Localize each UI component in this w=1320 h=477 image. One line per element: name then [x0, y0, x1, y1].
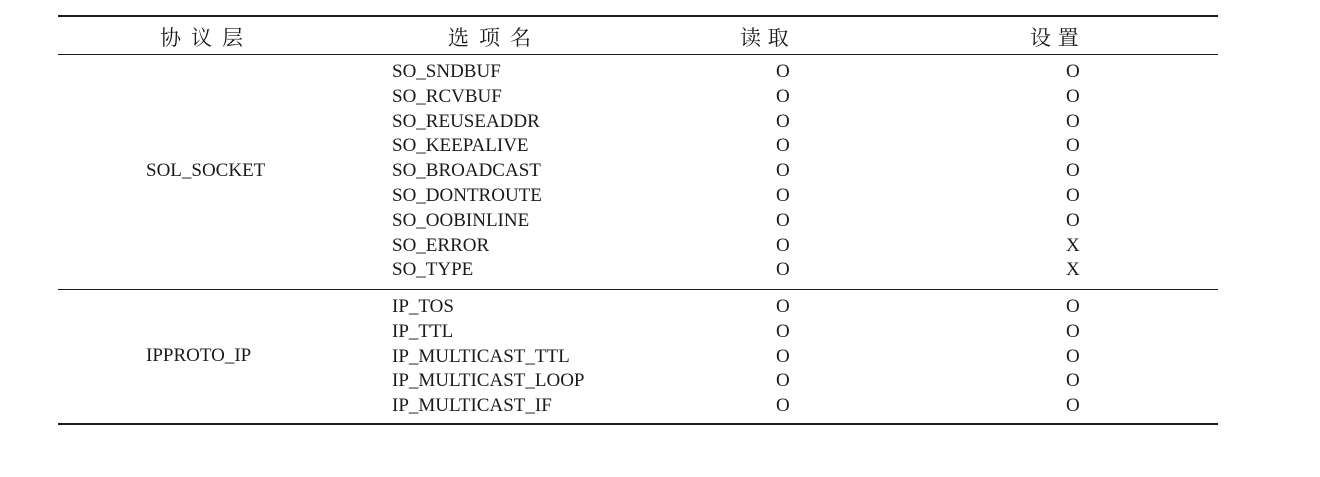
set-flag: X: [1066, 259, 1080, 281]
option-name: SO_SNDBUF: [392, 61, 501, 82]
option-name: SO_DONTROUTE: [392, 184, 542, 206]
set-flag: O: [1066, 370, 1080, 392]
read-flag: O: [776, 160, 790, 182]
header-read-text: 读 取: [740, 26, 789, 50]
set-flag: O: [1066, 135, 1080, 157]
group-sol-socket-read: [776, 60, 790, 283]
table-bottom-rule: [58, 423, 1218, 425]
read-flag: O: [776, 135, 790, 157]
group-separator-rule: [58, 289, 1218, 290]
group-sol-socket-names: [392, 60, 542, 283]
read-flag: O: [776, 370, 790, 392]
header-option-name: 选项名: [448, 26, 541, 50]
option-name: SO_TYPE: [392, 259, 474, 281]
set-flag: O: [1066, 110, 1080, 132]
option-name: SO_ERROR: [392, 234, 490, 256]
option-name: SO_BROADCAST: [392, 160, 541, 182]
group-ipproto-ip-names: [392, 295, 585, 419]
read-flag: O: [776, 395, 790, 417]
read-flag: O: [776, 209, 790, 231]
set-flag: X: [1066, 234, 1080, 256]
option-name: IP_TTL: [392, 320, 454, 342]
group-sol-socket-set: [1066, 60, 1080, 283]
table-top-rule: [58, 15, 1218, 17]
set-flag: O: [1066, 296, 1080, 317]
set-flag: O: [1066, 209, 1080, 231]
set-flag: O: [1066, 85, 1080, 107]
read-flag: O: [776, 110, 790, 132]
set-flag: O: [1066, 345, 1080, 367]
header-set: [1030, 22, 1094, 52]
read-flag: O: [776, 345, 790, 367]
read-flag: O: [776, 259, 790, 281]
set-flag: O: [1066, 395, 1080, 417]
option-name: SO_KEEPALIVE: [392, 135, 529, 157]
set-flag: O: [1066, 184, 1080, 206]
header-read: [740, 22, 804, 52]
read-flag: O: [776, 234, 790, 256]
header-set-text: 设 置: [1030, 26, 1079, 50]
set-flag: O: [1066, 61, 1080, 82]
group-label-sol-socket: SOL_SOCKET: [146, 160, 266, 181]
read-flag: O: [776, 85, 790, 107]
read-flag: O: [776, 320, 790, 342]
read-flag: O: [776, 184, 790, 206]
table-header-rule: [58, 54, 1218, 55]
option-name: SO_OOBINLINE: [392, 209, 530, 231]
group-ipproto-ip-read: [776, 295, 790, 419]
read-flag: O: [776, 61, 790, 82]
header-protocol-layer: 协议层: [160, 26, 253, 50]
option-name: IP_MULTICAST_IF: [392, 395, 552, 417]
group-ipproto-ip-set: [1066, 295, 1080, 419]
option-name: SO_REUSEADDR: [392, 110, 540, 132]
read-flag: O: [776, 296, 790, 317]
option-name: IP_MULTICAST_TTL: [392, 345, 570, 367]
set-flag: O: [1066, 160, 1080, 182]
set-flag: O: [1066, 320, 1080, 342]
option-name: SO_RCVBUF: [392, 85, 502, 107]
option-name: IP_TOS: [392, 296, 454, 317]
option-name: IP_MULTICAST_LOOP: [392, 370, 585, 392]
group-label-ipproto-ip: IPPROTO_IP: [146, 345, 252, 366]
